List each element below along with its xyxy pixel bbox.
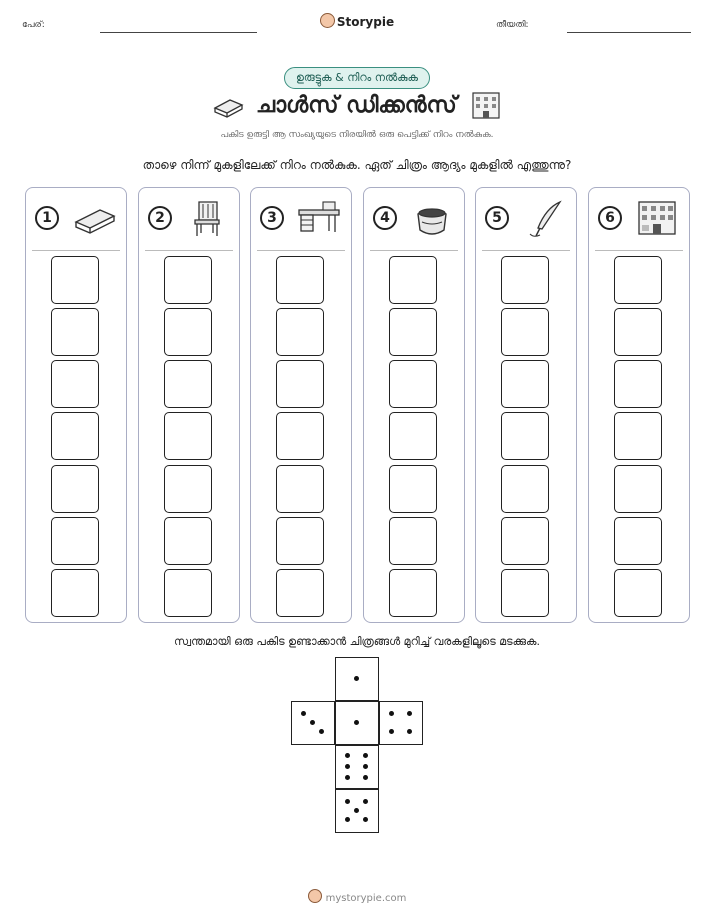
color-box[interactable]: [389, 412, 437, 460]
color-box[interactable]: [51, 360, 99, 408]
column-number: 6: [598, 206, 622, 230]
column-3: [250, 187, 352, 623]
dice-instruction: സ്വന്തമായി ഒരു പകിട ഉണ്ടാക്കാൻ ചിത്രങ്ങൾ മുറിച്ച് വരകളിലൂടെ മടക്കുക.: [174, 635, 540, 648]
column-number: 1: [35, 206, 59, 230]
color-box[interactable]: [164, 256, 212, 304]
dice-pip: [354, 808, 359, 813]
dice-face-1: [335, 657, 379, 701]
dice-pip: [363, 764, 368, 769]
dice-pip: [345, 799, 350, 804]
dice-pip: [407, 729, 412, 734]
dice-pip: [310, 720, 315, 725]
color-box[interactable]: [276, 517, 324, 565]
chair-icon: [183, 198, 231, 238]
page-title: ചാൾസ് ഡിക്കൻസ്: [256, 93, 457, 118]
quill-pen-icon: [520, 198, 568, 238]
storypie-logo-icon: [320, 13, 335, 28]
color-box[interactable]: [501, 465, 549, 513]
color-box[interactable]: [614, 308, 662, 356]
dice-pip: [389, 711, 394, 716]
dice-pip: [363, 799, 368, 804]
color-box[interactable]: [51, 412, 99, 460]
color-box[interactable]: [276, 308, 324, 356]
subtitle: പകിട ഉരുട്ടി ആ സംഖ്യയുടെ നിരയിൽ ഒരു പെട്ടിക്ക് നിറം നൽകുക.: [220, 130, 494, 140]
column-5: [475, 187, 577, 623]
column-number: 3: [260, 206, 284, 230]
color-box[interactable]: [389, 569, 437, 617]
dice-pip: [345, 775, 350, 780]
color-box[interactable]: [164, 308, 212, 356]
book-icon: [212, 96, 244, 118]
dice-face-5: [335, 789, 379, 833]
column-6: [588, 187, 690, 623]
column-number: 4: [373, 206, 397, 230]
color-box[interactable]: [276, 569, 324, 617]
column-number: 2: [148, 206, 172, 230]
dice-pip: [354, 720, 359, 725]
dice-pip: [345, 817, 350, 822]
dice-face-1: [335, 701, 379, 745]
column-divider: [370, 250, 458, 251]
dice-face-4: [379, 701, 423, 745]
brand-logo: [0, 13, 714, 29]
color-box[interactable]: [51, 308, 99, 356]
color-box[interactable]: [164, 569, 212, 617]
date-label: തീയതി:: [496, 20, 529, 30]
color-box[interactable]: [276, 360, 324, 408]
dice-pip: [407, 711, 412, 716]
color-box[interactable]: [276, 465, 324, 513]
color-box[interactable]: [389, 517, 437, 565]
date-line[interactable]: [567, 32, 691, 33]
color-box[interactable]: [501, 517, 549, 565]
color-box[interactable]: [614, 412, 662, 460]
color-box[interactable]: [501, 569, 549, 617]
color-box[interactable]: [164, 465, 212, 513]
color-box[interactable]: [501, 256, 549, 304]
desk-icon: [295, 198, 343, 238]
color-box[interactable]: [164, 412, 212, 460]
dice-pip: [319, 729, 324, 734]
footer: [0, 889, 714, 904]
dice-pip: [354, 676, 359, 681]
storypie-logo-icon: [308, 889, 322, 903]
color-box[interactable]: [389, 256, 437, 304]
color-box[interactable]: [276, 412, 324, 460]
column-divider: [257, 250, 345, 251]
name-line[interactable]: [100, 32, 257, 33]
color-box[interactable]: [164, 517, 212, 565]
dice-pip: [345, 753, 350, 758]
color-box[interactable]: [276, 256, 324, 304]
column-4: [363, 187, 465, 623]
color-box[interactable]: [614, 256, 662, 304]
column-divider: [482, 250, 570, 251]
activity-badge: ഉരുട്ടുക & നിറം നൽകുക: [284, 67, 430, 89]
color-box[interactable]: [614, 465, 662, 513]
color-box[interactable]: [501, 360, 549, 408]
column-divider: [32, 250, 120, 251]
column-divider: [595, 250, 683, 251]
brand-name: Storypie: [336, 15, 395, 29]
column-number: 5: [485, 206, 509, 230]
footer-url: mystorypie.com: [325, 893, 407, 904]
book-icon: [70, 198, 118, 238]
dice-pip: [301, 711, 306, 716]
color-box[interactable]: [164, 360, 212, 408]
column-divider: [145, 250, 233, 251]
question: താഴെ നിന്ന് മുകളിലേക്ക് നിറം നൽകുക. ഏത് ചിത്രം ആദ്യം മുകളിൽ എത്തുന്നു?: [142, 158, 572, 172]
color-box[interactable]: [389, 308, 437, 356]
dice-pip: [389, 729, 394, 734]
dice-pip: [363, 775, 368, 780]
column-2: [138, 187, 240, 623]
color-box[interactable]: [51, 465, 99, 513]
color-box[interactable]: [614, 360, 662, 408]
color-box[interactable]: [389, 465, 437, 513]
color-box[interactable]: [389, 360, 437, 408]
color-box[interactable]: [614, 517, 662, 565]
dice-pip: [345, 764, 350, 769]
building-icon: [470, 90, 502, 120]
dice-pip: [363, 817, 368, 822]
color-box[interactable]: [614, 569, 662, 617]
color-box[interactable]: [51, 517, 99, 565]
name-label: പേര്:: [22, 20, 45, 30]
color-box[interactable]: [501, 308, 549, 356]
color-box[interactable]: [501, 412, 549, 460]
building-icon: [633, 198, 681, 238]
dice-face-3: [291, 701, 335, 745]
column-1: [25, 187, 127, 623]
dice-pip: [363, 753, 368, 758]
ink-pot-icon: [408, 198, 456, 238]
color-box[interactable]: [51, 569, 99, 617]
dice-face-6: [335, 745, 379, 789]
color-box[interactable]: [51, 256, 99, 304]
